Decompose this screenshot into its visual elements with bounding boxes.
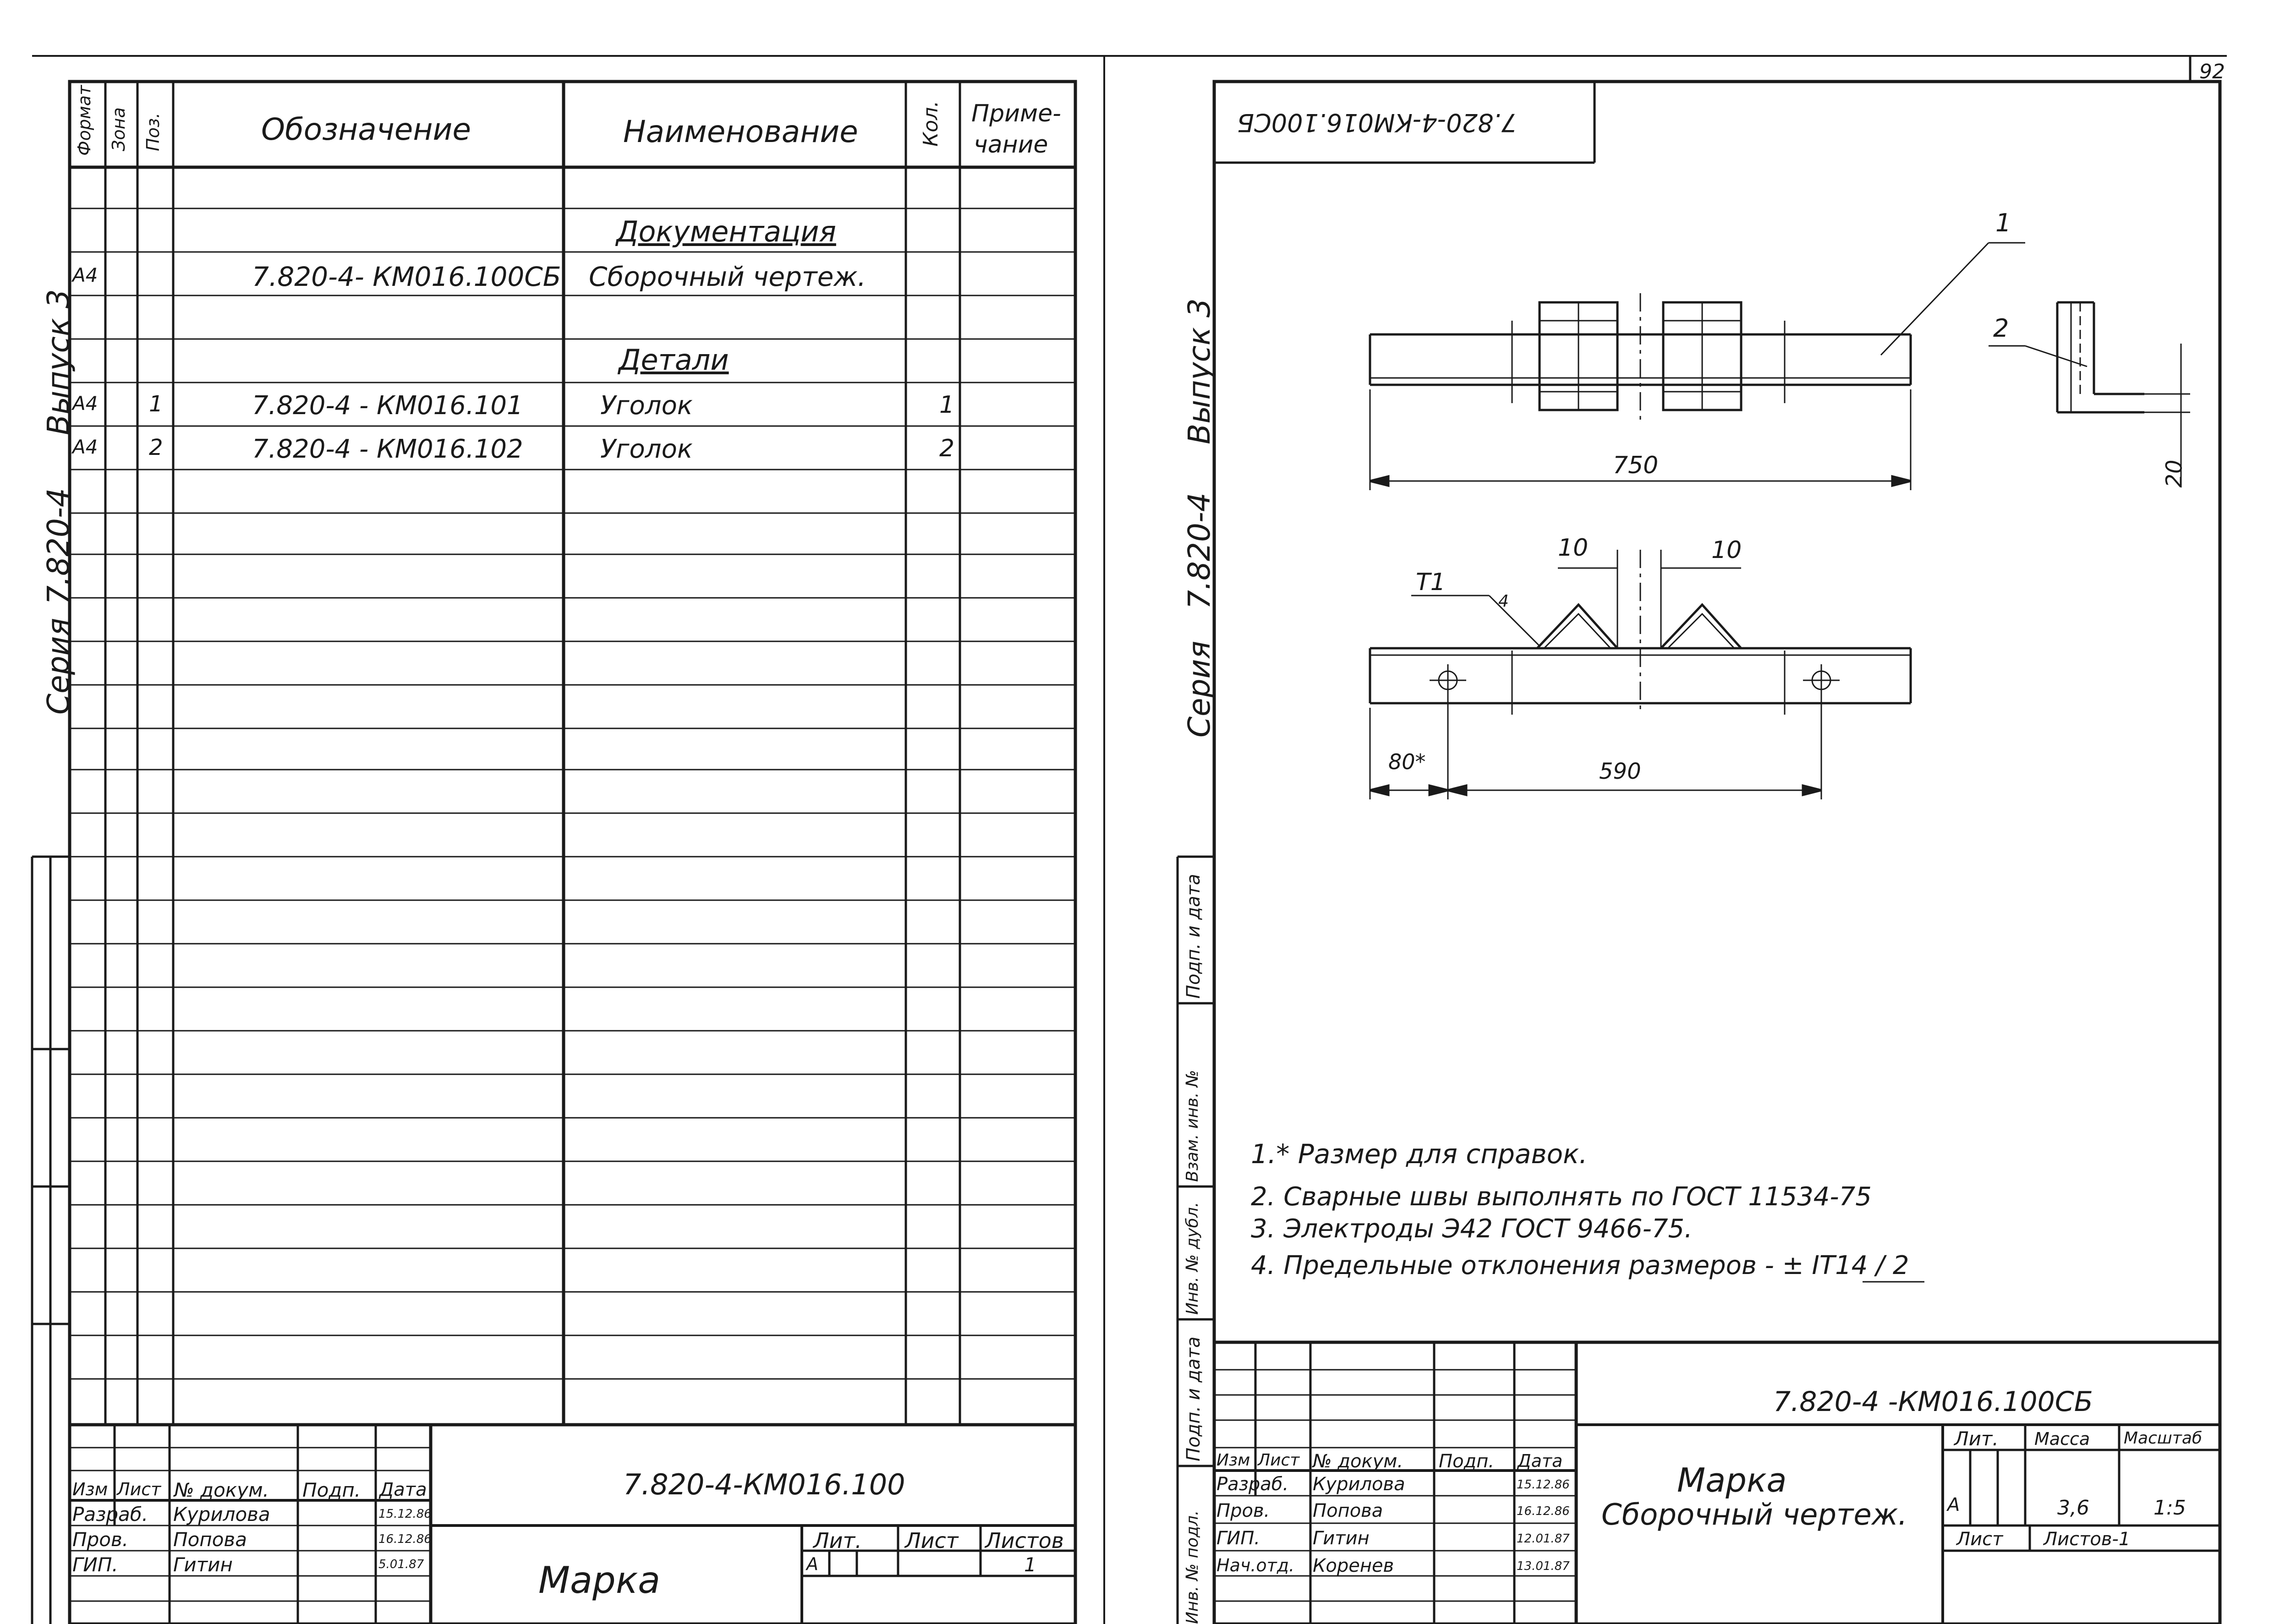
right-tb-lit: Лит. (1954, 1427, 1999, 1450)
right-tb-name-2: Гитин (1313, 1528, 1370, 1549)
row-4-name: Уголок (600, 434, 693, 464)
note-1: 1.* Размер для справок. (1251, 1138, 1588, 1170)
left-tb-name-0: Курилова (173, 1503, 270, 1526)
dim-20: 20 (2161, 459, 2187, 488)
left-tb-date-2: 5.01.87 (378, 1558, 424, 1571)
note-4: 4. Предельные отклонения размеров - ± IT14 / 2 (1251, 1251, 1909, 1280)
row-1-name: Сборочный чертеж. (589, 261, 866, 292)
right-tb-date-3: 13.01.87 (1517, 1559, 1570, 1573)
right-tb-col-sign: Подп. (1439, 1451, 1495, 1472)
right-tb-mass-value: 3,6 (2057, 1496, 2089, 1520)
right-tb-col-izm: Изм (1216, 1451, 1250, 1470)
left-margin-series: Серия (41, 618, 76, 715)
side-field-2: Взам. инв. № (1183, 1070, 1202, 1182)
left-tb-date-1: 16.12.86 (378, 1532, 432, 1546)
row-3-pos: 1 (149, 391, 163, 417)
row-3-qty: 1 (939, 391, 955, 419)
left-tb-col-izm: Изм (72, 1479, 108, 1499)
row-details-name: Детали (619, 343, 729, 377)
left-tb-lit: Лит. (813, 1528, 862, 1553)
left-tb-col-date: Дата (379, 1479, 427, 1500)
left-tb-role-1: Пров. (72, 1528, 129, 1551)
right-tb-scale: Масштаб (2124, 1429, 2203, 1448)
right-tb-date-0: 15.12.86 (1517, 1478, 1570, 1492)
row-4-qty: 2 (939, 435, 955, 462)
left-tb-sheets: Листов (985, 1528, 1064, 1553)
note-2: 2. Сварные швы выполнять по ГОСТ 11534-75 (1251, 1182, 1872, 1212)
dim-80: 80* (1388, 749, 1426, 774)
weld-label: Т1 (1416, 569, 1446, 596)
note-3: 3. Электроды Э42 ГОСТ 9466-75. (1251, 1214, 1693, 1244)
left-tb-role-2: ГИП. (72, 1553, 118, 1576)
right-tb-role-2: ГИП. (1216, 1528, 1260, 1549)
right-tb-name-0: Курилова (1313, 1474, 1405, 1495)
row-1-designation: 7.820-4- КМ016.100СБ (252, 261, 561, 292)
right-margin-code: 7.820-4 (1182, 492, 1217, 609)
dim-750: 750 (1613, 452, 1659, 479)
right-tb-role-3: Нач.отд. (1216, 1555, 1295, 1575)
header-qty: Кол. (919, 100, 942, 147)
left-tb-lit-value: А (806, 1554, 818, 1574)
row-3-designation: 7.820-4 - КМ016.101 (252, 391, 523, 421)
right-tb-col-doc: № докум. (1313, 1451, 1403, 1472)
left-tb-col-doc: № докум. (174, 1479, 269, 1501)
side-field-5: Инв. № подл. (1183, 1510, 1202, 1624)
left-tb-code: 7.820-4-КМ016.100 (623, 1468, 905, 1501)
side-field-4: Подп. и дата (1183, 1336, 1204, 1461)
left-tb-name-1: Попова (173, 1528, 247, 1551)
left-margin-code: 7.820-4 (41, 488, 76, 605)
right-tb-date-1: 16.12.86 (1517, 1504, 1570, 1518)
right-tb-col-list: Лист (1258, 1451, 1300, 1470)
page-number: 92 (2199, 60, 2225, 83)
left-tb-title: Марка (538, 1559, 661, 1602)
row-1-format: А4 (72, 264, 98, 286)
row-documentation-name: Документация (616, 215, 836, 248)
right-stamp-code: 7.820-4-КМ016.100СБ (1237, 108, 1517, 137)
left-tb-name-2: Гитин (173, 1553, 233, 1576)
dim-590: 590 (1599, 759, 1641, 784)
row-4-format: А4 (72, 436, 98, 458)
right-tb-name-1: Попова (1313, 1500, 1383, 1521)
header-note-2: чание (974, 131, 1048, 159)
header-note-1: Приме- (971, 100, 1061, 127)
callout-1: 1 (1995, 208, 2011, 237)
right-tb-title-1: Марка (1677, 1461, 1787, 1499)
header-name: Наименование (623, 114, 858, 149)
side-field-1: Подп. и дата (1183, 874, 1204, 999)
right-tb-scale-value: 1:5 (2153, 1496, 2186, 1520)
header-designation: Обозначение (261, 112, 471, 147)
right-tb-date-2: 12.01.87 (1517, 1532, 1570, 1546)
dim-10a: 10 (1558, 534, 1589, 562)
row-4-pos: 2 (149, 435, 163, 460)
row-3-name: Уголок (600, 391, 693, 421)
right-tb-code: 7.820-4 -КМ016.100СБ (1773, 1386, 2093, 1418)
left-tb-role-0: Разраб. (72, 1503, 148, 1526)
row-4-designation: 7.820-4 - КМ016.102 (252, 434, 523, 464)
right-tb-sheet: Лист (1956, 1529, 2003, 1550)
header-pos: Поз. (143, 112, 163, 151)
right-tb-col-date: Дата (1518, 1451, 1563, 1471)
right-tb-role-0: Разраб. (1216, 1474, 1289, 1495)
left-tb-sheets-value: 1 (1024, 1553, 1036, 1576)
row-3-format: А4 (72, 392, 98, 415)
right-margin-issue: Выпуск 3 (1182, 298, 1217, 444)
callout-2: 2 (1993, 314, 2009, 343)
right-tb-title-2: Сборочный чертеж. (1601, 1498, 1907, 1532)
right-tb-lit-value: А (1947, 1494, 1960, 1515)
left-tb-col-sign: Подп. (302, 1479, 361, 1501)
right-tb-sheets: Листов-1 (2044, 1529, 2131, 1550)
header-format: Формат (74, 85, 94, 156)
left-tb-col-list: Лист (117, 1479, 161, 1499)
weld-leg: 4 (1498, 592, 1509, 611)
right-tb-name-3: Коренев (1313, 1555, 1394, 1576)
header-zone: Зона (109, 107, 129, 151)
right-tb-role-1: Пров. (1216, 1500, 1270, 1521)
left-tb-sheet: Лист (905, 1528, 959, 1553)
left-margin-issue: Выпуск 3 (41, 289, 76, 435)
right-margin-series: Серия (1182, 640, 1217, 738)
side-field-3: Инв. № дубл. (1183, 1202, 1202, 1315)
dim-10b: 10 (1711, 536, 1742, 564)
left-tb-date-0: 15.12.86 (378, 1507, 432, 1521)
right-tb-mass: Масса (2034, 1429, 2090, 1449)
